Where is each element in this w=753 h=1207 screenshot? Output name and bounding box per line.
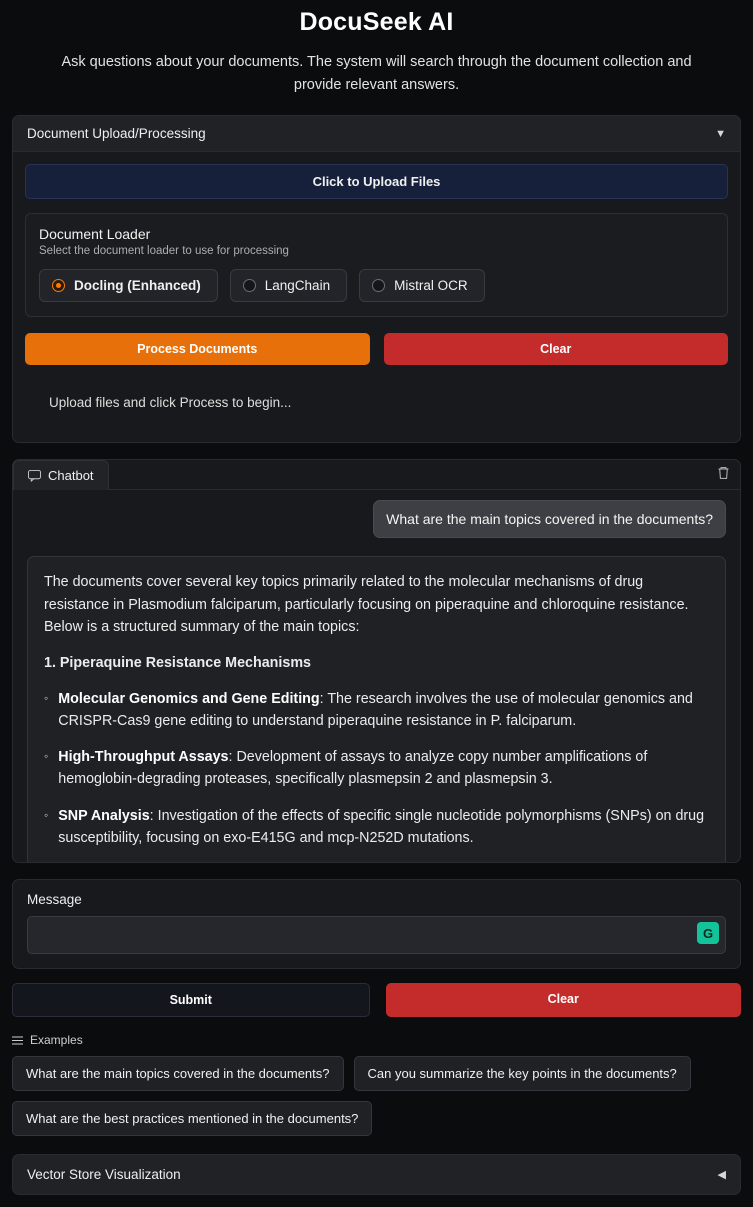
trash-icon bbox=[717, 466, 730, 480]
bot-section-heading: 1. Piperaquine Resistance Mechanisms bbox=[44, 654, 311, 671]
tab-chatbot[interactable] bbox=[13, 460, 109, 490]
grammarly-icon[interactable]: G bbox=[697, 922, 719, 944]
chat-message-bot bbox=[27, 556, 726, 862]
document-loader-title: Document Loader bbox=[39, 226, 151, 243]
clear-upload-button[interactable]: Clear bbox=[384, 333, 729, 365]
document-loader-description: Select the document loader to use for processing bbox=[39, 245, 289, 258]
radio-dot-icon bbox=[52, 279, 65, 292]
bullet-text: : Investigation of the effects of specific single nucleotide polymorphisms (SNPs) on drug susceptibility, focusing on exo-E415G and mcp-N252D mutations. bbox=[58, 807, 705, 846]
example-chip[interactable]: What are the main topics covered in the documents? bbox=[12, 1056, 344, 1091]
bullet-marker-icon: ◦ bbox=[44, 749, 49, 764]
bot-intro-paragraph: The documents cover several key topics primarily related to the molecular mechanisms of drug resistance in Plasmodium falciparum, particularly focusing on piperaquine and chloroquine resistance. Below is a structured summary of the main topics: bbox=[44, 574, 689, 635]
message-input-block bbox=[12, 879, 741, 969]
examples-label bbox=[12, 1033, 741, 1047]
message-input[interactable] bbox=[28, 917, 725, 953]
submit-button[interactable]: Submit bbox=[12, 983, 370, 1017]
page-title: DocuSeek AI bbox=[299, 8, 454, 36]
upload-status-text: Upload files and click Process to begin... bbox=[49, 395, 292, 411]
example-chip[interactable]: Can you summarize the key points in the documents? bbox=[354, 1056, 691, 1091]
upload-actions bbox=[25, 333, 728, 365]
bot-bullet-item bbox=[44, 688, 709, 732]
bot-bullet-item bbox=[44, 746, 709, 790]
bullet-text: : The research involves the use of molecular genomics and CRISPR-Cas9 gene editing to understand piperaquine resistance in P. falciparum. bbox=[58, 691, 693, 730]
bullet-term: SNP Analysis bbox=[58, 807, 150, 824]
radio-option-langchain-label: LangChain bbox=[264, 278, 331, 294]
document-upload-panel-body bbox=[13, 152, 740, 442]
examples-label-text: Examples bbox=[30, 1033, 83, 1048]
radio-dot-icon bbox=[372, 279, 385, 292]
process-documents-button[interactable]: Process Documents bbox=[25, 333, 370, 365]
vector-store-panel-header[interactable] bbox=[12, 1154, 741, 1195]
radio-option-docling[interactable] bbox=[39, 269, 218, 302]
clear-chat-icon[interactable] bbox=[707, 460, 740, 489]
radio-dot-icon bbox=[243, 279, 256, 292]
bullet-marker-icon: ◦ bbox=[44, 691, 49, 705]
chevron-down-icon[interactable]: ▼ bbox=[715, 127, 726, 140]
chatbot-tabbar bbox=[13, 460, 740, 490]
bullet-marker-icon: ◦ bbox=[44, 807, 49, 822]
document-upload-panel-header[interactable] bbox=[13, 116, 740, 152]
chat-message-user: What are the main topics covered in the documents? bbox=[373, 500, 726, 538]
example-chip[interactable]: What are the best practices mentioned in the documents? bbox=[12, 1101, 372, 1136]
clear-chat-button[interactable]: Clear bbox=[386, 983, 742, 1017]
chatbot-panel bbox=[12, 459, 741, 863]
radio-option-docling-label: Docling (Enhanced) bbox=[74, 278, 201, 294]
radio-option-mistral-ocr-label: Mistral OCR bbox=[394, 278, 468, 294]
chat-actions bbox=[12, 983, 741, 1017]
page-subtitle: Ask questions about your documents. The system will search through the document collection and provide relevant answers. bbox=[61, 54, 692, 94]
upload-files-button[interactable]: Click to Upload Files bbox=[25, 164, 728, 199]
examples-list bbox=[12, 1056, 741, 1136]
document-upload-panel-title: Document Upload/Processing bbox=[27, 126, 206, 142]
document-upload-panel bbox=[12, 115, 741, 443]
message-label: Message bbox=[27, 892, 82, 908]
document-loader-group bbox=[25, 213, 728, 317]
message-input-wrapper bbox=[27, 916, 726, 954]
bullet-term: High-Throughput Assays bbox=[58, 749, 229, 766]
document-loader-options bbox=[39, 269, 714, 302]
chat-message-list[interactable] bbox=[13, 490, 740, 862]
list-icon bbox=[12, 1036, 23, 1045]
chevron-left-icon[interactable]: ◀ bbox=[717, 1169, 726, 1182]
bullet-term: Molecular Genomics and Gene Editing bbox=[58, 691, 320, 707]
vector-store-panel-title: Vector Store Visualization bbox=[27, 1167, 181, 1183]
radio-option-mistral-ocr[interactable] bbox=[359, 269, 485, 302]
chat-icon bbox=[28, 470, 41, 482]
bot-bullet-item bbox=[44, 805, 709, 849]
radio-option-langchain[interactable] bbox=[230, 269, 347, 302]
tab-chatbot-label: Chatbot bbox=[48, 468, 94, 484]
bullet-text: : Development of assays to analyze copy number amplifications of hemoglobin-degrading proteases, specifically plasmepsin 2 and plasmepsin 3. bbox=[58, 749, 648, 788]
